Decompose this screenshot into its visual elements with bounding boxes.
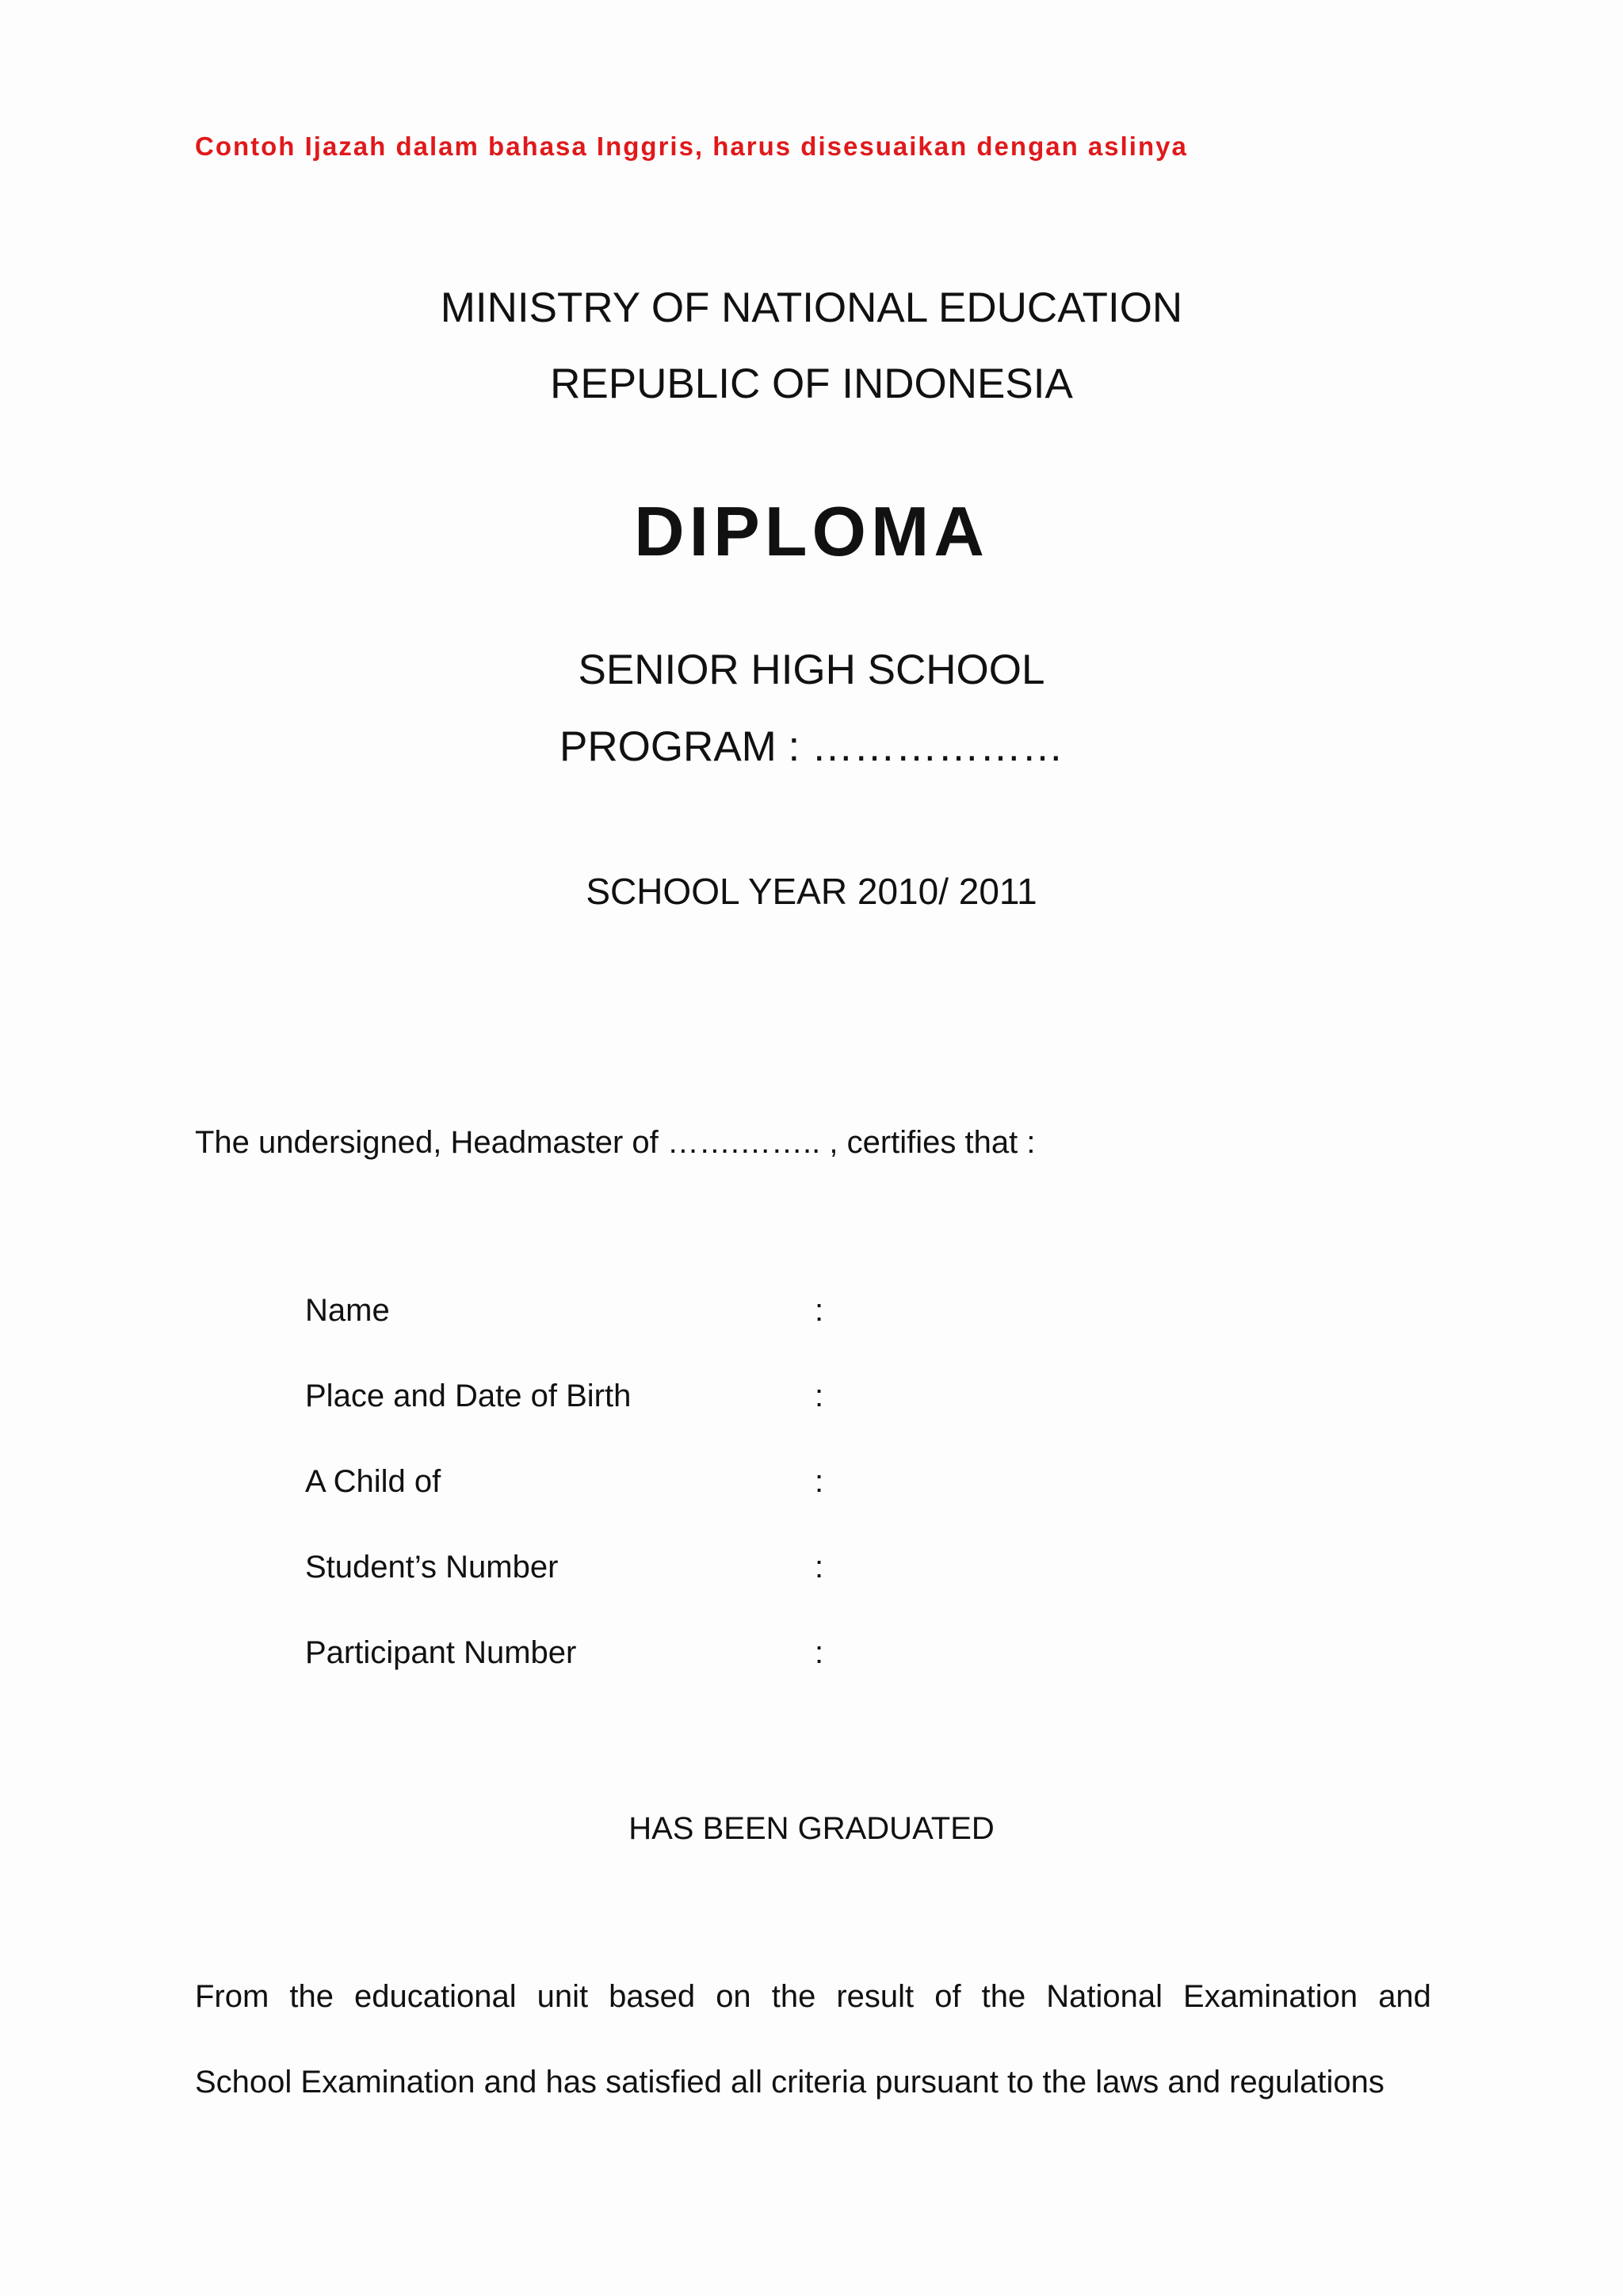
- template-note: Contoh Ijazah dalam bahasa Inggris, harus disesuaikan dengan aslinya: [195, 132, 1188, 161]
- paragraph-word: the: [981, 1979, 1026, 2014]
- field-label: Student’s Number: [305, 1550, 559, 1585]
- field-label: Participant Number: [305, 1635, 577, 1670]
- field-row-birth: [305, 1379, 1415, 1464]
- student-fields: [305, 1293, 1415, 1721]
- field-row-participant-number: [305, 1635, 1415, 1721]
- ministry-heading: MINISTRY OF NATIONAL EDUCATION: [440, 284, 1183, 331]
- paragraph-word: Examination: [1183, 1979, 1358, 2014]
- school-year: SCHOOL YEAR 2010/ 2011: [586, 871, 1037, 912]
- field-label: Place and Date of Birth: [305, 1379, 632, 1413]
- field-colon: :: [815, 1293, 824, 1328]
- school-level: SENIOR HIGH SCHOOL: [578, 646, 1045, 693]
- program-line: PROGRAM : ………………: [559, 723, 1064, 770]
- paragraph-line-2: School Examination and has satisfied all criteria pursuant to the laws and regulations: [195, 2065, 1384, 2100]
- paragraph-word: and: [1378, 1979, 1431, 2014]
- paragraph-word: the: [289, 1979, 334, 2014]
- paragraph-line-1: [195, 1979, 1431, 2015]
- field-row-parent: [305, 1464, 1415, 1550]
- paragraph-word: based: [609, 1979, 696, 2014]
- paragraph-word: of: [934, 1979, 961, 2014]
- field-row-student-number: [305, 1550, 1415, 1635]
- paragraph-word: on: [716, 1979, 751, 2014]
- field-label: A Child of: [305, 1464, 441, 1499]
- field-colon: :: [815, 1464, 824, 1499]
- paragraph-word: From: [195, 1979, 269, 2014]
- paragraph-word: unit: [537, 1979, 589, 2014]
- paragraph-word: educational: [354, 1979, 517, 2014]
- republic-heading: REPUBLIC OF INDONESIA: [550, 360, 1073, 407]
- paragraph-word: result: [836, 1979, 915, 2014]
- paragraph-word: National: [1046, 1979, 1163, 2014]
- field-colon: :: [815, 1635, 824, 1670]
- graduated-statement: HAS BEEN GRADUATED: [628, 1811, 995, 1846]
- field-row-name: [305, 1293, 1415, 1379]
- field-label: Name: [305, 1293, 390, 1328]
- diploma-title: DIPLOMA: [634, 492, 989, 570]
- paragraph-word: the: [771, 1979, 816, 2014]
- field-colon: :: [815, 1550, 824, 1585]
- field-colon: :: [815, 1379, 824, 1413]
- certify-statement: The undersigned, Headmaster of …….…….. , certifies that :: [195, 1125, 1036, 1160]
